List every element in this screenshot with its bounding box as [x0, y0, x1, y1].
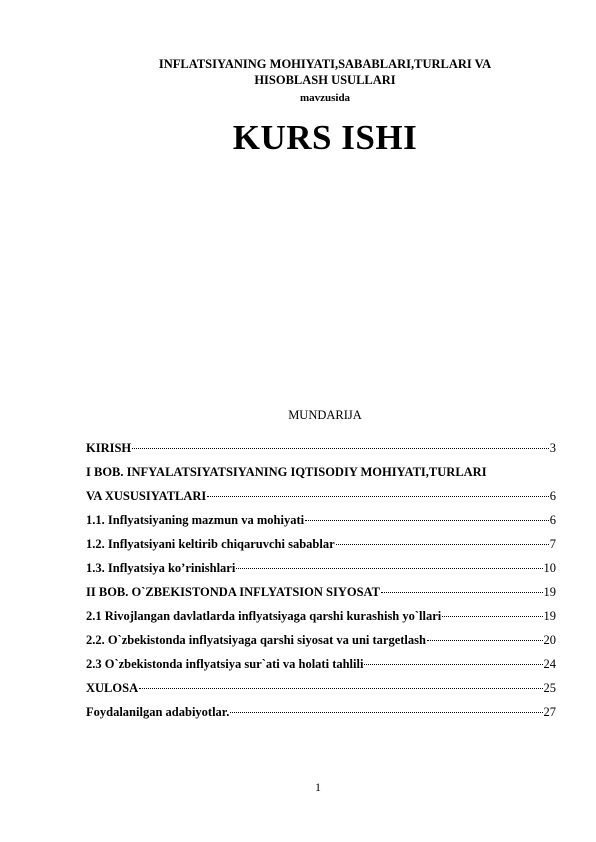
toc-entry — [86, 700, 556, 724]
toc-entry — [86, 532, 556, 556]
toc-entry-leader — [364, 664, 542, 665]
subtitle: mavzusida — [299, 92, 351, 104]
toc-entry-label: KIRISH — [86, 441, 132, 455]
page-number: 1 — [315, 780, 321, 794]
toc-entry-page: 19 — [543, 609, 556, 623]
toc-entry — [86, 628, 556, 652]
toc-entry-leader — [139, 688, 542, 689]
toc-entry-label: 2.2. O`zbekistonda inflyatsiyaga qarshi siyosat va uni targetlash — [86, 633, 426, 647]
toc-entry-label: I BOB. INFYALATSIYATSIYANING IQTISODIY MOHIYATI,TURLARI — [86, 465, 487, 479]
toc-entry-label: 1.3. Inflyatsiya ko’rinishlari — [86, 561, 236, 575]
title-line-1: INFLATSIYANING MOHIYATI,SABABLARI,TURLARI VA — [158, 57, 492, 71]
toc-entry-page: 20 — [543, 633, 556, 647]
toc-entry-label: VA XUSUSIYATLARI — [86, 489, 207, 503]
toc-entry-leader — [336, 544, 549, 545]
table-of-contents — [86, 436, 556, 724]
toc-entry-leader — [381, 592, 543, 593]
toc-entry-page: 3 — [549, 441, 556, 455]
toc-entry-leader — [230, 712, 542, 713]
toc-entry-page: 25 — [543, 681, 556, 695]
toc-entry-label: 1.2. Inflyatsiyani keltirib chiqaruvchi sabablar — [86, 537, 335, 551]
toc-entry-page: 10 — [543, 561, 556, 575]
toc-entry-page: 6 — [549, 489, 556, 503]
toc-entry — [86, 676, 556, 700]
toc-entry-leader — [427, 640, 543, 641]
toc-entry-label: 1.1. Inflyatsiyaning mazmun va mohiyati — [86, 513, 305, 527]
toc-entry-leader — [236, 568, 542, 569]
toc-entry-label: XULOSA — [86, 681, 139, 695]
toc-entry — [86, 484, 556, 508]
toc-entry-page: 19 — [543, 585, 556, 599]
toc-entry — [86, 556, 556, 580]
toc-entry-label: II BOB. O`ZBEKISTONDA INFLYATSION SIYOSAT — [86, 585, 380, 599]
toc-entry-label: 2.1 Rivojlangan davlatlarda inflyatsiyaga qarshi kurashish yo`llari — [86, 609, 442, 623]
toc-entry-leader — [207, 496, 548, 497]
toc-entry-page: 7 — [549, 537, 556, 551]
document-title — [100, 56, 550, 88]
toc-entry-leader — [305, 520, 549, 521]
toc-entry-leader — [132, 448, 549, 449]
toc-entry-label: 2.3 O`zbekistonda inflyatsiya sur`ati va holati tahlili — [86, 657, 364, 671]
toc-entry — [86, 508, 556, 532]
toc-entry — [86, 436, 556, 460]
toc-entry-page: 24 — [543, 657, 556, 671]
toc-entry — [86, 460, 556, 484]
toc-entry-label: Foydalanilgan adabiyotlar. — [86, 705, 230, 719]
toc-entry-page: 6 — [549, 513, 556, 527]
toc-entry — [86, 652, 556, 676]
toc-entry — [86, 580, 556, 604]
toc-entry-leader — [442, 616, 542, 617]
title-line-2: HISOBLASH USULLARI — [254, 73, 396, 87]
toc-entry — [86, 604, 556, 628]
toc-heading: MUNDARIJA — [288, 408, 362, 422]
big-title: KURS ISHI — [232, 118, 418, 157]
toc-entry-page: 27 — [543, 705, 556, 719]
